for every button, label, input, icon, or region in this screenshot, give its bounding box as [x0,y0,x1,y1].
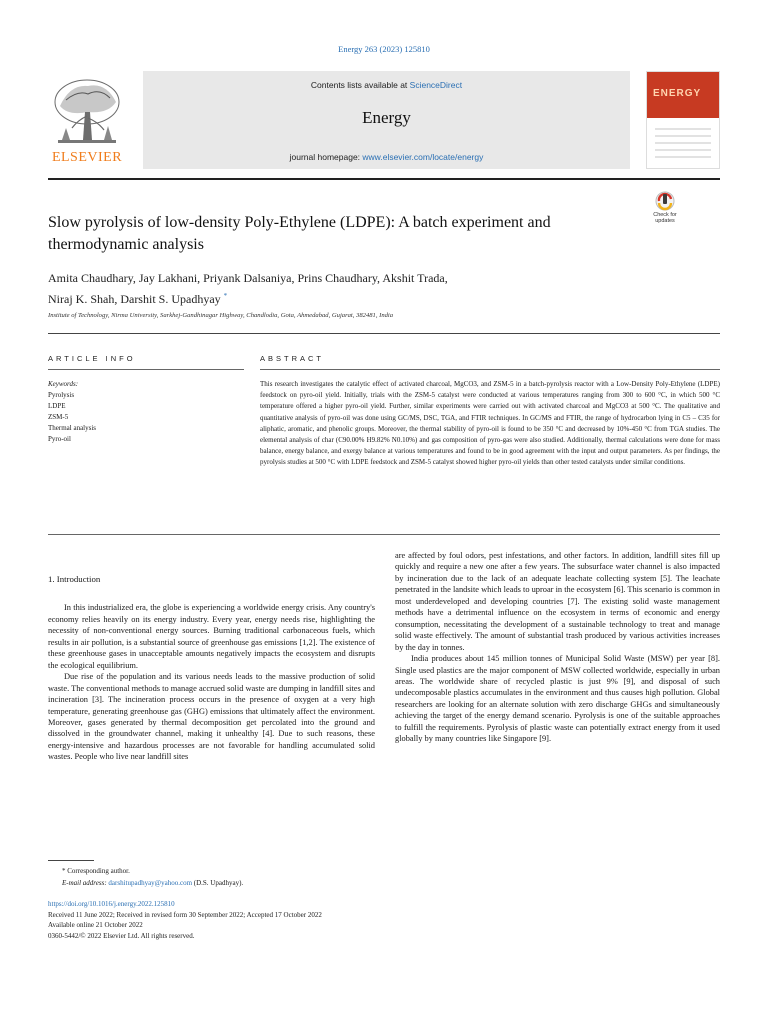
article-info-rule [48,369,244,370]
keyword: Thermal analysis [48,424,97,432]
email-note [48,878,648,890]
elsevier-wordmark: ELSEVIER [51,150,123,165]
cover-title: ENERGY [653,88,702,99]
footnote-marker: * [62,867,66,875]
body-left-column [48,574,375,763]
contents-prefix: Contents lists available at [310,80,410,90]
footnote-rule [48,860,94,861]
footnotes [48,866,648,890]
received-dates: Received 11 June 2022; Received in revised form 30 September 2022; Accepted 17 October 2022 [48,910,322,919]
corresponding-author-note [48,866,648,878]
section-rule [48,333,720,334]
abstract-text: This research investigates the catalytic effect of activated charcoal, MgCO3, and ZSM-5 in a batch-pyrolysis reactor with a Low-Density Poly-Ethylene (LDPE) feedstock on pyro-oil yield. Initially, trials with the ZSM-5 catalyst were conducted at various temperatures ranging from 300 to 600 °C, in which 500 °C temperature offered a higher pyro-oil yield. Further, similar experiments were carried out with activated charcoal and MgCO3 at 500 °C. The qualitative and quantitative analysis of pyro-oil was done using GC/MS, DSC, TGA, and FTIR techniques. In GC/MS and FTIR, the range of hydrocarbon lying in C5 – C35 for aliphatic, aromatic, and phenolic groups. Moreover, the thermal stability of pyro-oil is found to be 350 °C and decreased by 10%-450 °C from TGA studies. The elemental analysis of char (C90.00% H9.82% N0.10%) and gas composition of pyro-gas were also studied. Additionally, thermal calculations were done for mass balance, energy balance, and exergy balance at various temperatures and found to be in good agreement with the input and output parameters. As per findings, the pyrolysis studies at 500 °C with LDPE feedstock and ZSM-5 catalyst showed higher pyro-oil yields than other tested catalysts under similar conditions. [260,380,720,467]
affiliation: Institute of Technology, Nirma University, Sarkhej-Gandhinagar Highway, Chandlodia, Gota, Ahmedabad, Gujarat, 382481, India [48,312,394,319]
available-online: Available online 21 October 2022 [48,921,143,930]
header-rule [48,178,720,180]
corresponding-text: Corresponding author. [67,867,130,875]
keywords-block [48,379,238,445]
journal-homepage [143,152,630,162]
authors-line-1: Amita Chaudhary, Jay Lakhani, Priyank Dalsaniya, Prins Chaudhary, Akshit Trada, [48,271,448,285]
body-paragraph: In this industrialized era, the globe is experiencing a worldwide energy crisis. Any country's economy relies heavily on its energy industry. Every year, energy needs rise, highlighting the necessity of non-conventional energy sources. Burning traditional carbonaceous fuels, which results in air pollution, is a substantial source of greenhouse gas emissions [1,2]. The existence of these greenhouse gases in unacceptable amounts negatively impacts the ecosystem and disrupts the ecological equilibrium. [48,603,375,670]
article-history [48,899,648,941]
keyword: Pyrolysis [48,391,75,399]
abstract-rule [260,369,720,370]
copyright: 0360-5442/© 2022 Elsevier Ltd. All rights reserved. [48,931,195,940]
keyword: ZSM-5 [48,413,69,421]
body-paragraph: Due rise of the population and its various needs leads to the massive production of solid waste. The conventional methods to manage accrued solid waste are dumping in landfill sites and incineration [3]. The incineration process occurs in the presence of oxygen at a very high temperature, generating greenhouse gas (GHG) emissions that ultimately affect the environment. Moreover, gases generated by thermal decomposition get percolated into the ground and dissolved in the groundwater channel, making it unhealthy [4]. Due to such reasons, these energy-intensive and hazardous processes are not favorable for handling accumulated solid wastes. People who live near landfill sites [48,672,375,762]
check-updates-icon [647,190,683,212]
cover-text-lines [655,128,711,163]
article-info-heading: ARTICLE INFO [48,354,136,363]
homepage-prefix: journal homepage: [289,152,363,162]
check-for-updates-badge[interactable] [647,190,683,230]
authors-line-2 [48,287,648,308]
cover-banner [647,72,719,118]
email-link[interactable]: darshitupadhyay@yahoo.com [108,878,193,887]
abstract-bottom-rule [48,534,720,535]
abstract-heading: ABSTRACT [260,354,325,363]
journal-citation[interactable]: Energy 263 (2023) 125810 [338,44,430,54]
check-updates-line1: Check for [653,212,677,218]
introduction-heading: 1. Introduction [48,574,101,584]
keywords-label: Keywords: [48,380,79,388]
corresponding-author-marker[interactable]: * [223,292,228,300]
sciencedirect-link[interactable]: ScienceDirect [409,80,463,90]
email-label: E-mail address: [62,878,107,887]
body-paragraph: India produces about 145 million tonnes of Municipal Solid Waste (MSW) per year [8]. Single used plastics are the major component of MSW collected worldwide, especially in urban areas. The worldwide share of recycled plastic is just 9% [9], and disposal of such undecomposable plastics accumulates in the environment and thus causes high pollution. Global researchers are looking for an alternate solution with zero discharge GHGs and simultaneously achieving the target of the energy demand scenario. Pyrolysis is one of the suitable approaches to fulfill the requirements. Pyrolysis of plastic waste can potentially extract energy from it used globally by many countries like Singapore [9]. [395,654,720,744]
keyword: LDPE [48,402,66,410]
check-updates-text [647,212,683,224]
keyword: Pyro-oil [48,435,71,443]
contents-available [143,80,630,90]
authors-line-2-text: Niraj K. Shah, Darshit S. Upadhyay [48,292,221,306]
body-paragraph: are affected by foul odors, pest infestations, and other factors. In addition, landfill sites fill up quickly and require a new one after a few years. The subsurface water channel is also impacted by incineration due to the lack of an adequate leachate collecting system [5]. The leachate penetrated in the landsite which leads to uproar in the ecosystem [6]. This scenario is common in most underdeveloped and developing countries [7]. The existing solid waste management methods have a detrimental influence on the ecosystem in terms of economic and energy consumption, necessitating the development of a sustainable technology to treat and manage solid waste effectively. The amount of substantial trash produced by various activities increases by the day in tonnes. [395,551,720,652]
journal-masthead [143,71,630,169]
journal-cover [646,71,720,169]
author-list [48,269,648,308]
homepage-link[interactable]: www.elsevier.com/locate/energy [362,152,484,162]
journal-title: Energy [362,108,411,127]
check-updates-line2: updates [655,218,675,224]
doi-link[interactable]: https://doi.org/10.1016/j.energy.2022.125810 [48,900,175,908]
email-suffix: (D.S. Upadhyay). [193,878,244,887]
body-right-column [395,550,720,745]
article-title: Slow pyrolysis of low-density Poly-Ethylene (LDPE): A batch experiment and thermodynamic analysis [48,214,551,253]
